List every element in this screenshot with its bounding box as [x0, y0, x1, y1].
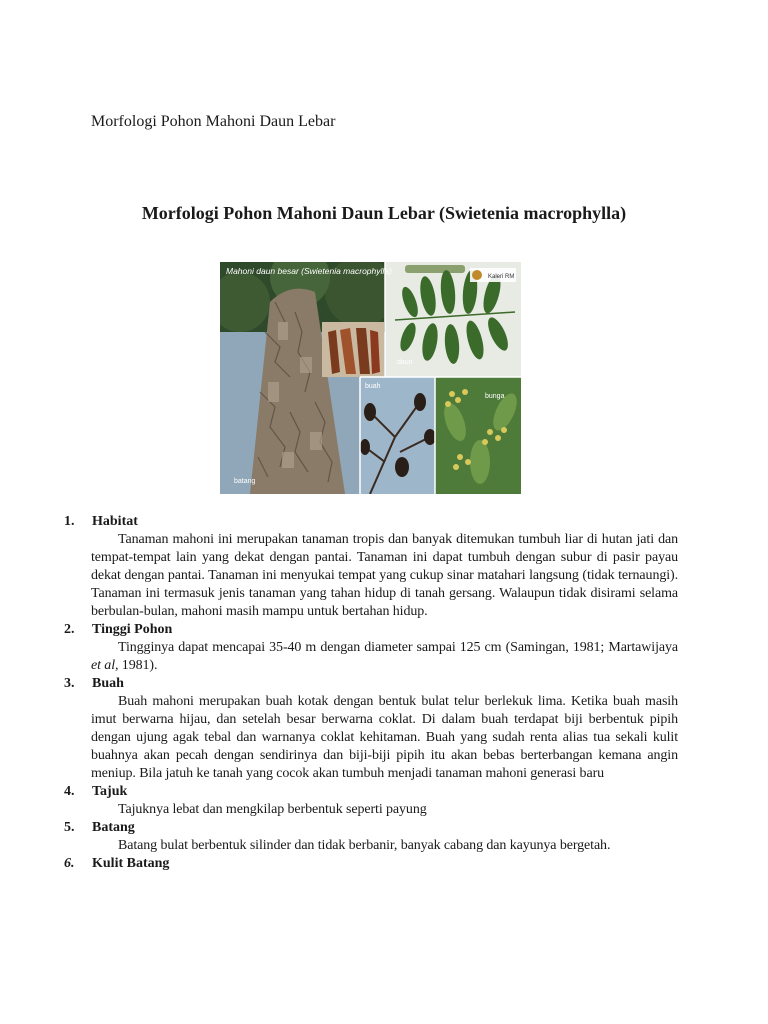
section-buah: [64, 675, 678, 783]
figure-caption: Mahoni daun besar (Swietenia macrophylla): [226, 266, 392, 276]
section-title: Habitat: [92, 514, 138, 529]
section-number: 1.: [64, 514, 75, 529]
section-tajuk: [64, 783, 678, 819]
section-body: Batang bulat berbentuk silinder dan tidak berbanir, banyak cabang dan kayunya bergetah.: [118, 838, 611, 853]
section-number: 3.: [64, 676, 75, 691]
logo-text: Kaleri RM: [488, 274, 515, 280]
section-kulit-batang: [64, 855, 678, 873]
mahoni-photo-collage: [220, 262, 521, 494]
section-number: 2.: [64, 622, 75, 637]
section-title: Buah: [92, 676, 124, 691]
section-title: Tajuk: [92, 784, 128, 799]
label-buah: buah: [365, 383, 381, 390]
section-title: Kulit Batang: [92, 856, 170, 871]
citation-et-al: et al: [91, 658, 115, 673]
section-body: Tajuknya lebat dan mengkilap berbentuk seperti payung: [118, 802, 427, 817]
section-number: 6.: [64, 856, 75, 871]
logo-emblem-icon: [472, 270, 482, 280]
page-header-title: Morfologi Pohon Mahoni Daun Lebar: [91, 113, 336, 130]
section-habitat: [64, 513, 678, 621]
section-number: 5.: [64, 820, 75, 835]
label-batang: batang: [234, 478, 256, 485]
section-tinggi-pohon: [64, 621, 678, 675]
label-bunga: bunga: [485, 393, 505, 400]
section-body: Tanaman mahoni ini merupakan tanaman tropis dan banyak ditemukan tumbuh liar di hutan jati dan tempat-tempat lain yang dekat dengan pantai. Tanaman ini dapat tumbuh dengan subur di pasir payau dekat dengan pantai. Tanaman ini menyukai tempat yang cukup sinar matahari langsung (tidak ternaungi). Tanaman ini termasuk jenis tanaman yang tahan hidup di tanah gersang. Walaupun tidak disirami selama berbulan-bulan, mahoni masih mampu untuk bertahan hidup.: [91, 532, 678, 619]
section-title: Tinggi Pohon: [92, 622, 173, 637]
section-title: Batang: [92, 820, 135, 835]
section-body: Buah mahoni merupakan buah kotak dengan bentuk bulat telur berlekuk lima. Ketika buah masih imut berwarna hijau, dan setelah besar berwarna coklat. Di dalam buah terdapat biji berbentuk pipih dengan ujung agak tebal dan warnanya coklat kehitaman. Buah yang sudah renta alias tua sekali kulit buahnya akan pecah dengan sendirinya dan biji-biji pipih itu akan bebas berterbangan kemana angin meniup. Bila jatuh ke tanah yang cocok akan tumbuh menjadi tanaman mahoni generasi baru: [91, 694, 678, 781]
document-title: Morfologi Pohon Mahoni Daun Lebar (Swietenia macrophylla): [141, 203, 627, 223]
section-number: 4.: [64, 784, 75, 799]
document-body: [64, 513, 678, 873]
section-batang: [64, 819, 678, 855]
label-daun: daun: [397, 359, 413, 366]
fruit-panel: [360, 377, 435, 494]
section-body: Tingginya dapat mencapai 35-40 m dengan diameter sampai 125 cm (Samingan, 1981; Martawijaya et al, 1981).: [91, 640, 678, 673]
